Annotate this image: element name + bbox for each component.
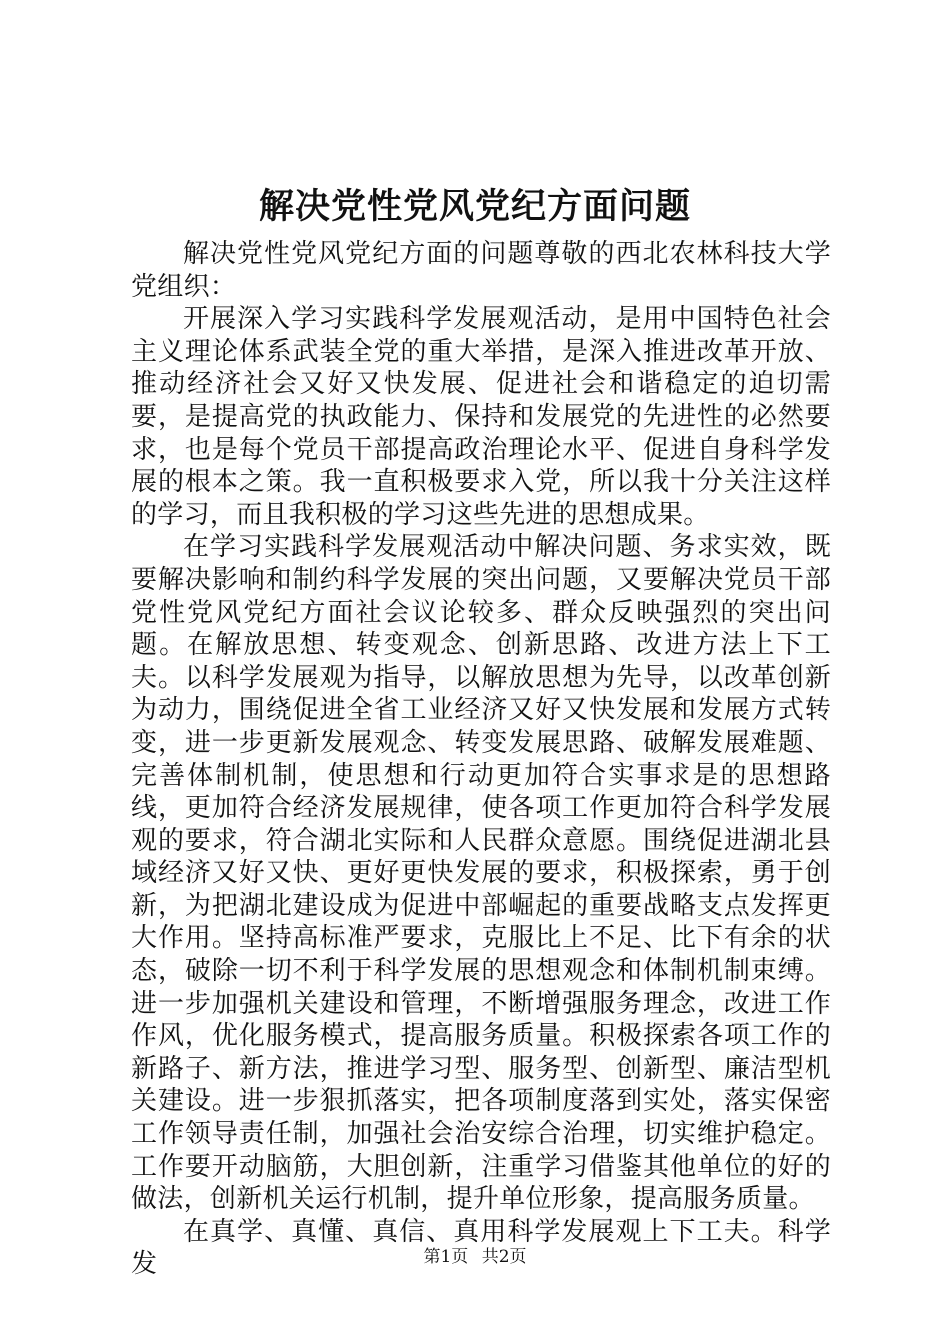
paragraph-1: 开展深入学习实践科学发展观活动，是用中国特色社会主义理论体系武装全党的重大举措，是深入推进改革开放、推动经济社会又好又快发展、促进社会和谐稳定的迫切需要，是提高党的执政能力、保持和发展党的先进性的必然要求，也是每个党员干部提高政治理论水平、促进自身科学发展的根本之策。我一直积极要求入党，所以我十分关注这样的学习，而且我积极的学习这些先进的思想成果。	[131, 304, 831, 530]
paragraph-3: 在真学、真懂、真信、真用科学发展观上下工夫。科学发	[131, 1216, 831, 1280]
page-total: 共2页	[481, 1247, 527, 1267]
document-body	[131, 238, 831, 1281]
document-title: 解决党性党风党纪方面问题	[258, 186, 691, 227]
paragraph-2: 在学习实践科学发展观活动中解决问题、务求实效，既要解决影响和制约科学发展的突出问题，又要解决党员干部党性党风党纪方面社会议论较多、群众反映强烈的突出问题。在解放思想、转变观念、创新思路、改进方法上下工夫。以科学发展观为指导，以解放思想为先导，以改革创新为动力，围绕促进全省工业经济又好又快发展和发展方式转变，进一步更新发展观念、转变发展思路、破解发展难题、完善体制机制，使思想和行动更加符合实事求是的思想路线，更加符合经济发展规律，使各项工作更加符合科学发展观的要求，符合湖北实际和人民群众意愿。围绕促进湖北县域经济又好又快、更好更快发展的要求，积极探索，勇于创新，为把湖北建设成为促进中部崛起的重要战略支点发挥更大作用。坚持高标准严要求，克服比上不足、比下有余的状态，破除一切不利于科学发展的思想观念和体制机制束缚。进一步加强机关建设和管理，不断增强服务理念，改进工作作风，优化服务模式，提高服务质量。积极探索各项工作的新路子、新方法，推进学习型、服务型、创新型、廉洁型机关建设。进一步狠抓落实，把各项制度落到实处，落实保密工作领导责任制，加强社会治安综合治理，切实维护稳定。工作要开动脑筋，大胆创新，注重学习借鉴其他单位的好的做法，创新机关运行机制，提升单位形象，提高服务质量。	[131, 532, 831, 1215]
paragraph-salutation: 解决党性党风党纪方面的问题尊敬的西北农林科技大学党组织：	[131, 239, 831, 302]
page-footer	[0, 1246, 950, 1268]
page-number: 第1页	[423, 1247, 469, 1267]
